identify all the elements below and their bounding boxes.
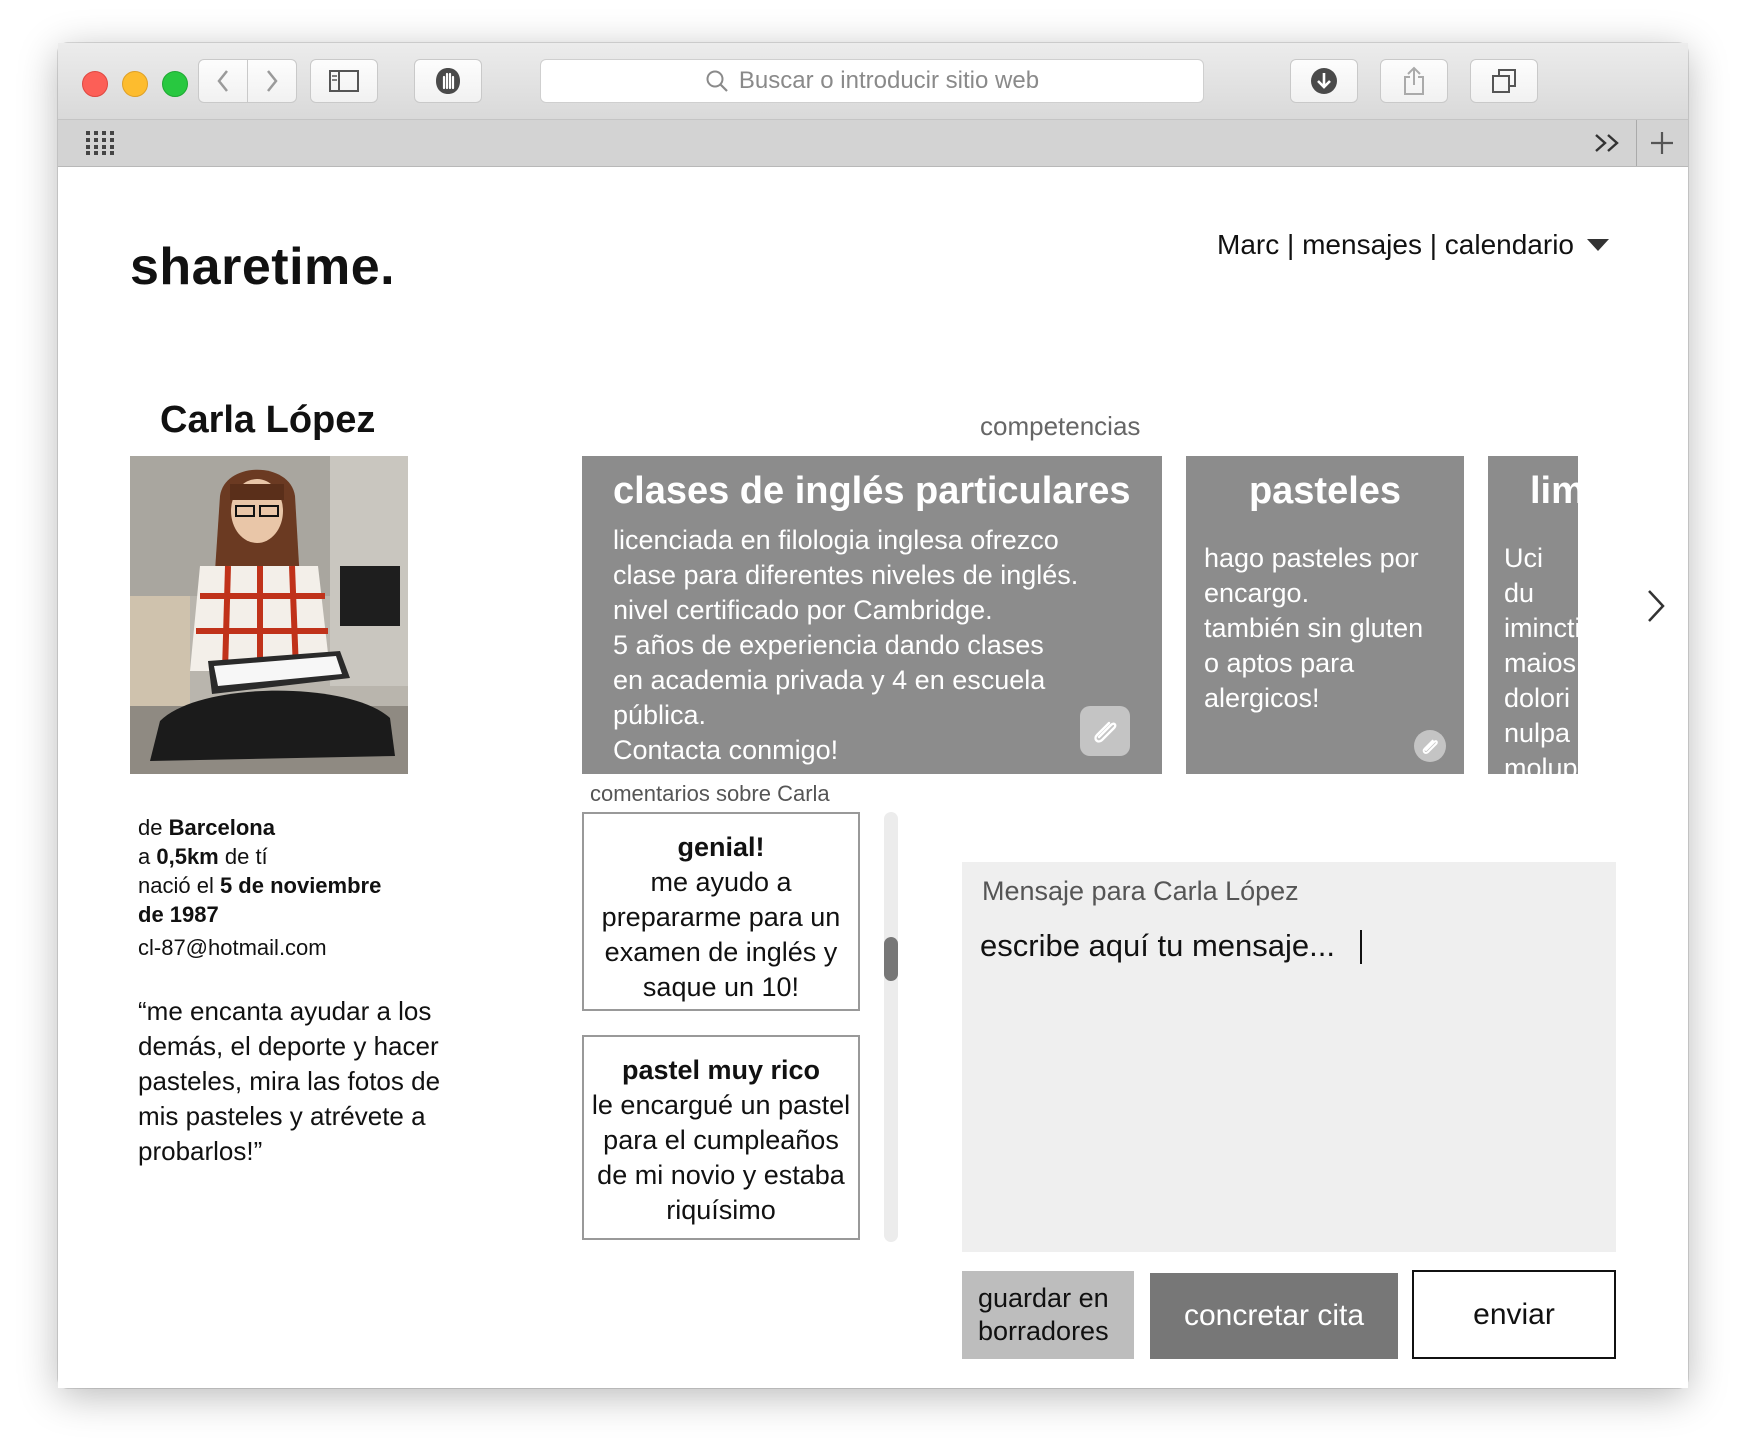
carousel-next-icon[interactable] bbox=[1646, 589, 1666, 623]
caret-down-icon[interactable] bbox=[1586, 238, 1610, 252]
profile-quote: “me encanta ayudar a los demás, el deporte y hacer pasteles, mira las fotos de mis pasteles y atrévete a probarlos!” bbox=[138, 996, 441, 1166]
profile-email[interactable]: cl-87@hotmail.com bbox=[138, 935, 327, 960]
comment-title: pastel muy rico bbox=[621, 1055, 821, 1085]
tabs-icon bbox=[1491, 68, 1517, 94]
address-bar[interactable] bbox=[540, 59, 1204, 103]
top-navigation bbox=[1217, 229, 1610, 261]
schedule-appointment-button[interactable]: concretar cita bbox=[1150, 1273, 1398, 1359]
comment-body: le encargué un pastel para el cumpleaños de mi novio y estaba riquísimo bbox=[591, 1090, 851, 1225]
content-blocker-button[interactable] bbox=[414, 59, 482, 103]
forward-button[interactable] bbox=[247, 59, 297, 103]
comments-title: comentarios sobre Carla bbox=[590, 781, 830, 806]
comment-body: me ayudo a prepararme para un examen de inglés y saque un 10! bbox=[601, 867, 841, 1002]
profile-details bbox=[138, 813, 381, 929]
attachment-button[interactable] bbox=[1414, 730, 1446, 762]
profile-name: Carla López bbox=[160, 399, 376, 441]
chevron-left-icon bbox=[216, 69, 230, 93]
page-content bbox=[58, 167, 1688, 1388]
nav-separator: | bbox=[1421, 229, 1445, 260]
skill-card-title: clases de inglés particulares bbox=[613, 470, 1131, 512]
skill-card-english[interactable] bbox=[582, 456, 1162, 774]
close-window-button[interactable] bbox=[82, 71, 108, 97]
text-caret bbox=[1360, 930, 1362, 964]
site-logo[interactable]: sharetime. bbox=[130, 238, 396, 296]
minimize-window-button[interactable] bbox=[122, 71, 148, 97]
overflow-chevrons-icon[interactable] bbox=[1594, 133, 1622, 153]
skill-card-body: licenciada en filologia inglesa ofrezco clase para diferentes niveles de inglés. nivel certificado por Cambridge. 5 años de experiencia dando clases en academia privada y 4 en escuela pública. Contacta conmigo! bbox=[613, 525, 1079, 765]
sidebar-button[interactable] bbox=[310, 59, 378, 103]
hand-icon bbox=[434, 66, 462, 96]
skill-card-partial[interactable] bbox=[1488, 456, 1585, 783]
address-placeholder: Buscar o introducir sitio web bbox=[738, 67, 1040, 94]
nav-messages-link[interactable]: mensajes bbox=[1302, 229, 1422, 260]
grid-icon[interactable] bbox=[86, 131, 114, 155]
new-tab-plus-icon[interactable] bbox=[1650, 131, 1674, 155]
sidebar-icon bbox=[329, 70, 359, 92]
share-button[interactable] bbox=[1380, 59, 1448, 103]
favorites-bar bbox=[58, 120, 1688, 167]
send-button[interactable]: enviar bbox=[1412, 1270, 1616, 1359]
skill-card-body: Uci du imincti maios dolori nulpa molup bbox=[1504, 543, 1581, 783]
browser-toolbar bbox=[58, 43, 1688, 120]
message-label: Mensaje para Carla López bbox=[982, 876, 1299, 906]
nav-calendar-link[interactable]: calendario bbox=[1444, 229, 1574, 260]
skills-title: competencias bbox=[980, 411, 1141, 441]
profile-distance: a 0,5km de tí bbox=[138, 844, 268, 869]
skill-card-pasteles[interactable] bbox=[1186, 456, 1464, 774]
skill-card-title: lim bbox=[1530, 470, 1585, 512]
back-button[interactable] bbox=[198, 59, 248, 103]
profile-birthdate: nació el 5 de noviembre bbox=[138, 873, 382, 898]
download-icon bbox=[1310, 67, 1338, 95]
comment-title: genial! bbox=[677, 832, 765, 862]
attachment-button[interactable] bbox=[1080, 706, 1130, 756]
profile-city: de Barcelona bbox=[138, 815, 275, 840]
comments-scrollbar[interactable] bbox=[884, 812, 898, 1242]
nav-separator: | bbox=[1279, 229, 1303, 260]
comments-scroll-thumb[interactable] bbox=[884, 937, 898, 981]
save-draft-button[interactable]: guardar en borradores bbox=[962, 1271, 1134, 1359]
paperclip-icon bbox=[1420, 736, 1440, 756]
paperclip-icon bbox=[1090, 716, 1120, 746]
chevron-right-icon bbox=[265, 69, 279, 93]
comment-card bbox=[582, 1035, 860, 1240]
browser-window bbox=[58, 43, 1688, 1388]
comment-card bbox=[582, 812, 860, 1011]
message-input[interactable] bbox=[980, 928, 1580, 964]
skill-card-title: pasteles bbox=[1248, 470, 1402, 512]
message-box bbox=[962, 862, 1616, 1252]
profile-birthyear: de 1987 bbox=[138, 902, 219, 927]
zoom-window-button[interactable] bbox=[162, 71, 188, 97]
tabs-overview-button[interactable] bbox=[1470, 59, 1538, 103]
downloads-button[interactable] bbox=[1290, 59, 1358, 103]
skill-card-body: hago pasteles por encargo. también sin gluten o aptos para alergicos! bbox=[1204, 543, 1424, 713]
search-icon bbox=[705, 69, 729, 93]
profile-photo bbox=[130, 456, 408, 774]
favbar-divider bbox=[1636, 120, 1637, 166]
nav-user-link[interactable]: Marc bbox=[1217, 229, 1280, 260]
share-icon bbox=[1402, 66, 1426, 96]
